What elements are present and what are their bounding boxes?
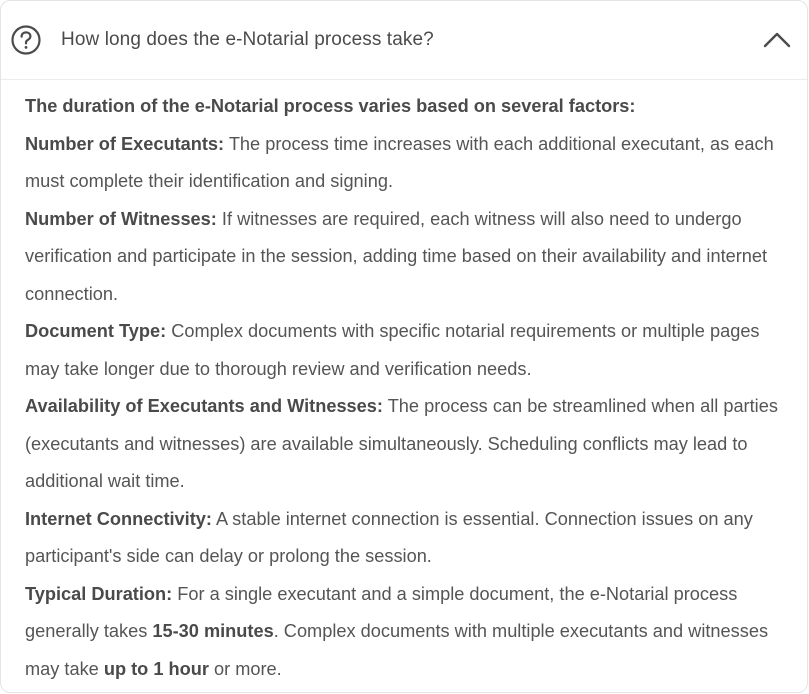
factor-label: Number of Witnesses: <box>25 208 217 229</box>
factor-text: The process time increases with each additional executant, as each must complete their identification and signing. <box>25 133 774 191</box>
faq-question: How long does the e-Notarial process take? <box>61 29 434 50</box>
factor-executants <box>25 126 787 201</box>
typical-emphasis-2: up to 1 hour <box>103 658 209 679</box>
factor-connectivity <box>25 501 787 576</box>
faq-question-toggle[interactable] <box>1 1 807 80</box>
factor-label: Availability of Executants and Witnesses: <box>25 396 383 416</box>
chevron-up-icon[interactable] <box>759 22 795 58</box>
factor-label: Internet Connectivity: <box>25 508 212 529</box>
help-circle-icon <box>10 24 42 56</box>
typical-text-3: or more. <box>208 658 282 679</box>
typical-text-2: . Complex documents with multiple executants and witnesses may take <box>25 621 769 679</box>
factor-document-type <box>25 313 787 388</box>
answer-intro <box>25 88 787 126</box>
factor-text: Complex documents with specific notarial requirements or multiple pages may take longer due to thorough review and verification needs. <box>25 321 760 379</box>
factor-label: Document Type: <box>25 321 167 341</box>
faq-answer <box>1 80 807 688</box>
typical-duration <box>25 576 787 689</box>
factor-text: If witnesses are required, each witness will also need to undergo verification and participate in the session, adding time based on their availability and internet connection. <box>25 208 768 304</box>
typical-label: Typical Duration: <box>25 583 173 604</box>
factor-label: Number of Executants: <box>25 133 225 154</box>
factor-text: A stable internet connection is essential. Connection issues on any participant's side can delay or prolong the session. <box>25 508 753 566</box>
typical-text-1: For a single executant and a simple document, the e-Notarial process generally takes <box>25 583 738 641</box>
factor-text: The process can be streamlined when all parties (executants and witnesses) are available simultaneously. Scheduling conflicts may lead to additional wait time. <box>25 396 778 491</box>
factor-availability <box>25 388 787 501</box>
typical-emphasis-1: 15-30 minutes <box>152 621 274 641</box>
answer-intro-text: The duration of the e-Notarial process varies based on several factors: <box>25 96 636 116</box>
factor-witnesses <box>25 201 787 314</box>
